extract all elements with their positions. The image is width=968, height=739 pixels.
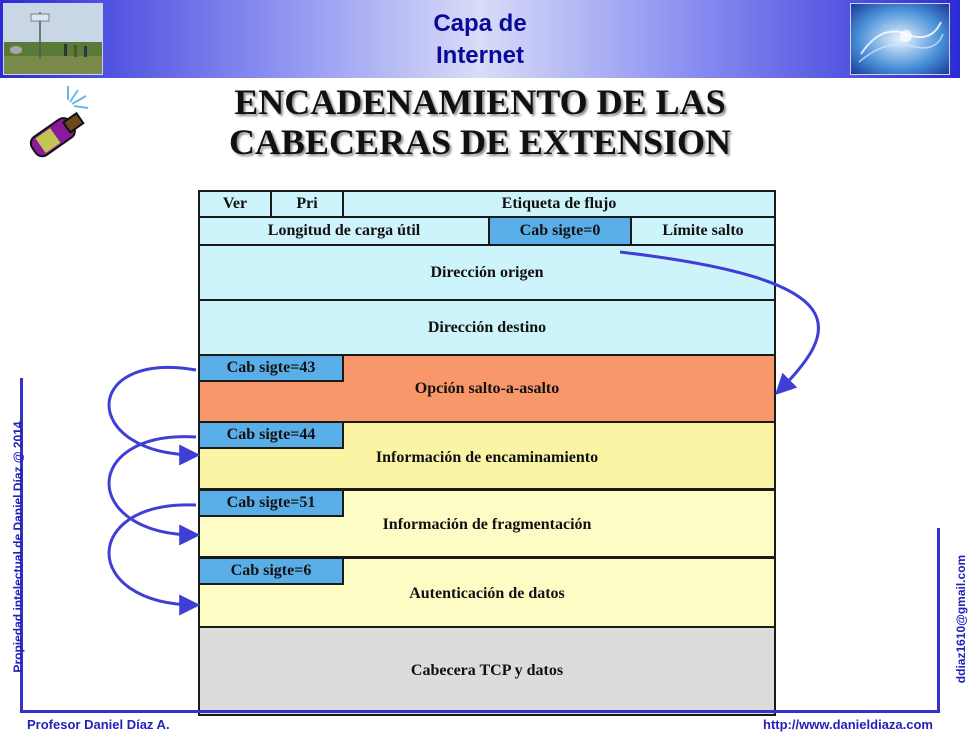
- authentication-label: Autenticación de datos: [409, 585, 565, 602]
- hop-by-hop-label: Opción salto-a-asalto: [414, 380, 560, 397]
- champagne-bottle-icon: [6, 82, 90, 166]
- flow-label-field: Etiqueta de flujo: [342, 190, 776, 218]
- email-text: ddiaz1610@gmail.com: [954, 554, 968, 684]
- copyright-text: Propiedad intelectual de Daniel Díaz @ 2014: [11, 421, 25, 673]
- main-title-line1: ENCADENAMIENTO DE LAS: [234, 82, 726, 122]
- main-title: [160, 82, 800, 162]
- header-title-line2: Internet: [435, 42, 524, 69]
- arrow-next-header-51: [109, 505, 196, 605]
- next-header-51: Cab sigte=51: [198, 489, 344, 517]
- frame-right-line: [937, 528, 940, 712]
- website-link[interactable]: http://www.danieldiaza.com: [763, 717, 933, 732]
- digital-hand-image: [850, 3, 950, 75]
- main-title-line2: CABECERAS DE EXTENSION: [228, 122, 732, 162]
- header-title-line1: Capa de: [433, 10, 527, 37]
- header-title: [380, 8, 580, 72]
- frame-bottom-line: [20, 710, 940, 713]
- routing-label: Información de encaminamiento: [375, 449, 599, 466]
- pri-field: Pri: [270, 190, 344, 218]
- fragment-label: Información de fragmentación: [382, 516, 592, 533]
- arrow-next-header-43: [109, 367, 196, 455]
- next-header-43: Cab sigte=43: [198, 354, 344, 382]
- source-address-field: Dirección origen: [198, 244, 776, 301]
- field-photo: [3, 3, 103, 75]
- tcp-header-and-data: Cabecera TCP y datos: [198, 626, 776, 716]
- next-header-44: Cab sigte=44: [198, 421, 344, 449]
- hop-limit-field: Límite salto: [630, 216, 776, 246]
- author-text: Profesor Daniel Díaz A.: [27, 717, 170, 732]
- payload-length-field: Longitud de carga útil: [198, 216, 490, 246]
- arrow-next-header-44: [109, 437, 196, 535]
- next-header-field: Cab sigte=0: [488, 216, 632, 246]
- next-header-6: Cab sigte=6: [198, 557, 344, 585]
- destination-address-field: Dirección destino: [198, 299, 776, 356]
- ver-field: Ver: [198, 190, 272, 218]
